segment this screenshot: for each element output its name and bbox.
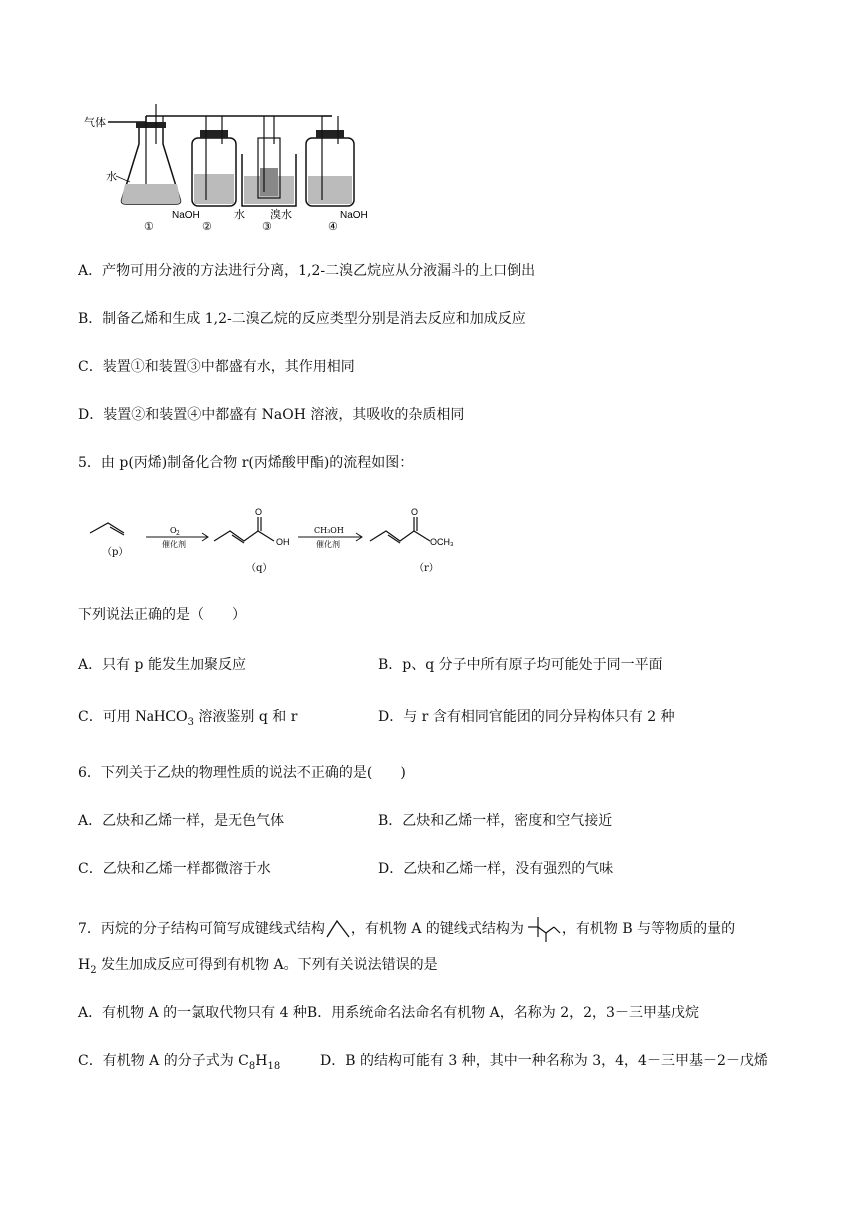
naoh-label-4: NaOH <box>340 210 368 221</box>
q7-c-sub2: 18 <box>267 1060 281 1072</box>
reaction-scheme <box>80 505 480 580</box>
r-label: （r） <box>414 563 439 574</box>
q7-h-sub: 2 <box>90 964 97 976</box>
q7-options-ab: A．有机物 A 的一氯取代物只有 4 种B．用系统命名法命名有机物 A，名称为 2，2，3－三甲基戊烷 <box>78 1005 699 1021</box>
q4-option-c: C．装置①和装置③中都盛有水，其作用相同 <box>78 359 355 375</box>
q4-option-d: D．装置②和装置④中都盛有 NaOH 溶液，其吸收的杂质相同 <box>78 407 465 423</box>
q4-option-b: B．制备乙烯和生成 1,2-二溴乙烷的反应类型分别是消去反应和加成反应 <box>78 311 526 327</box>
num-4: ④ <box>328 220 338 233</box>
q7-c-sub1: 8 <box>248 1060 256 1072</box>
p-label: （p） <box>102 547 129 558</box>
q7-stem-line1 <box>78 913 735 943</box>
flask-1 <box>122 104 181 204</box>
q5-stem: 5．由 p(丙烯)制备化合物 r(丙烯酸甲酯)的流程如图： <box>78 455 414 471</box>
q-label: （q） <box>246 563 273 574</box>
bottle-4 <box>306 116 354 206</box>
reagent1-bottom: 催化剂 <box>162 540 186 549</box>
q7-line2-rest: 发生加成反应可得到有机物 A。下列有关说法错误的是 <box>96 957 438 973</box>
q5-option-b: B．p、q 分子中所有原子均可能处于同一平面 <box>378 657 663 673</box>
num-3: ③ <box>262 220 272 233</box>
bottle-2 <box>192 116 236 206</box>
q7-option-d: D．B 的结构可能有 3 种，其中一种名称为 3，4，4－三甲基－2－戊烯 <box>320 1053 768 1069</box>
num-2: ② <box>202 220 212 233</box>
nahco3-sub: 3 <box>187 716 194 728</box>
q5-question: 下列说法正确的是（ ） <box>78 607 246 623</box>
q6-option-c: C．乙炔和乙烯一样都微溶于水 <box>78 861 271 877</box>
q6-option-a: A．乙炔和乙烯一样，是无色气体 <box>78 813 285 829</box>
q7-stem-part3: ，有机物 B 与等物质的量的 <box>561 921 736 937</box>
compound-a-skeletal-icon <box>524 913 562 943</box>
q7-stem-part2: ，有机物 A 的键线式结构为 <box>350 921 524 937</box>
q5-option-c-post: 溶液鉴别 q 和 r <box>193 709 298 725</box>
q-o-atom: O <box>255 507 263 517</box>
q6-stem: 6．下列关于乙炔的物理性质的说法不正确的是( ) <box>78 765 406 781</box>
nahco3-formula: NaHCO <box>135 708 188 725</box>
q7-c-mid: H <box>255 1053 268 1069</box>
q4-option-a: A．产物可用分液的方法进行分离，1,2-二溴乙烷应从分液漏斗的上口倒出 <box>78 263 536 279</box>
water-label-1: 水 <box>106 170 117 183</box>
naoh-label-2: NaOH <box>172 210 200 221</box>
reagent2-top: CH₃OH <box>314 526 344 535</box>
num-1: ① <box>144 220 154 233</box>
q7-stem-part1: 7．丙烷的分子结构可简写成键线式结构 <box>78 921 325 937</box>
r-o-atom: O <box>411 507 419 517</box>
reagent2-bottom: 催化剂 <box>316 540 340 549</box>
q5-option-c <box>78 707 297 733</box>
q7-stem-line2 <box>78 955 438 981</box>
q5-option-d: D．与 r 含有相同官能团的同分异构体只有 2 种 <box>378 709 675 725</box>
reagent1-sub: 2 <box>176 530 180 537</box>
q6-option-b: B．乙炔和乙烯一样，密度和空气接近 <box>378 813 613 829</box>
gas-label: 气体 <box>84 117 106 129</box>
q5-option-c-pre: C．可用 <box>78 709 136 725</box>
reagent1-top: O <box>170 526 177 535</box>
q7-c-pre: C．有机物 A 的分子式为 C <box>78 1053 249 1069</box>
bromine-label-3: 溴水 <box>270 208 292 221</box>
q7-option-c <box>78 1051 280 1077</box>
q-oh-group: OH <box>276 537 290 547</box>
apparatus-figure <box>84 104 376 234</box>
q7-h: H <box>78 957 91 973</box>
r-och3-group: OCH₃ <box>430 537 454 547</box>
q5-option-a: A．只有 p 能发生加聚反应 <box>78 657 246 673</box>
water-label-3: 水 <box>234 208 245 221</box>
propane-skeletal-icon <box>325 919 351 939</box>
q6-option-d: D．乙炔和乙烯一样，没有强烈的气味 <box>378 861 614 877</box>
beaker-3 <box>242 116 296 206</box>
